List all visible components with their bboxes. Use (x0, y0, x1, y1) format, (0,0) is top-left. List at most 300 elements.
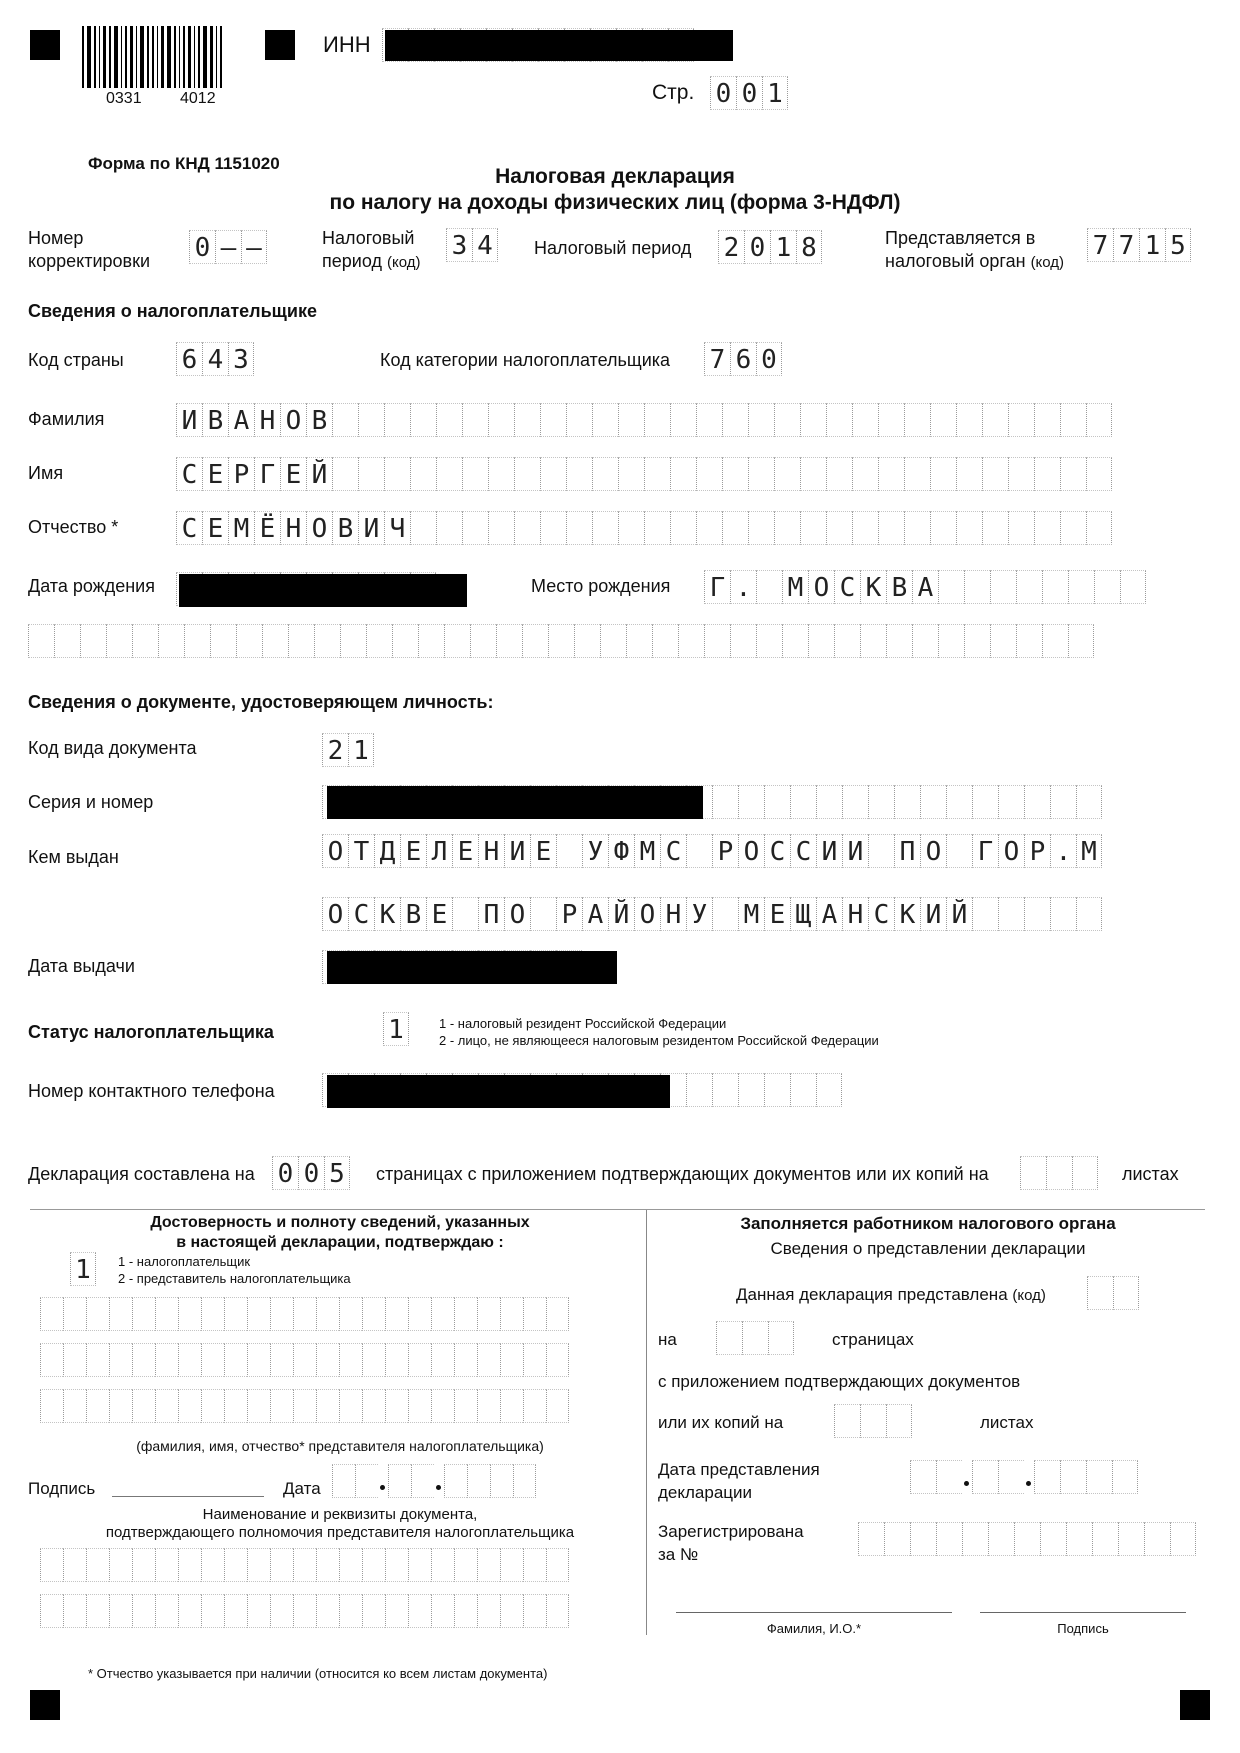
char-cell[interactable]: Н (478, 834, 504, 868)
representative-fio-line-2[interactable] (40, 1343, 569, 1377)
char-cell[interactable] (132, 624, 158, 658)
char-cell[interactable] (748, 457, 774, 491)
char-cell[interactable]: Р (712, 834, 738, 868)
char-cell[interactable] (748, 403, 774, 437)
char-cell[interactable] (868, 834, 894, 868)
char-cell[interactable]: И (358, 511, 384, 545)
char-cell[interactable] (385, 1389, 408, 1423)
char-cell[interactable] (790, 1073, 816, 1107)
char-cell[interactable] (339, 1594, 362, 1628)
char-cell[interactable] (1008, 511, 1034, 545)
char-cell[interactable] (982, 511, 1008, 545)
char-cell[interactable] (454, 1389, 477, 1423)
char-cell[interactable] (288, 624, 314, 658)
authority-sheets-cells[interactable] (834, 1404, 912, 1438)
char-cell[interactable] (523, 1343, 546, 1377)
char-cell[interactable] (201, 1297, 224, 1331)
char-cell[interactable]: О (504, 897, 530, 931)
char-cell[interactable] (982, 403, 1008, 437)
char-cell[interactable]: В (400, 897, 426, 931)
char-cell[interactable] (477, 1389, 500, 1423)
char-cell[interactable] (500, 1548, 523, 1582)
char-cell[interactable] (109, 1297, 132, 1331)
char-cell[interactable] (1042, 624, 1068, 658)
char-cell[interactable] (834, 1404, 860, 1438)
char-cell[interactable] (224, 1297, 247, 1331)
char-cell[interactable] (670, 511, 696, 545)
char-cell[interactable] (566, 511, 592, 545)
country-cells[interactable] (176, 342, 254, 376)
char-cell[interactable]: 0 (272, 1156, 298, 1190)
date-cell[interactable] (444, 1464, 467, 1498)
char-cell[interactable] (431, 1389, 454, 1423)
char-cell[interactable] (339, 1389, 362, 1423)
char-cell[interactable] (293, 1343, 316, 1377)
status-cell[interactable]: 1 (383, 1012, 409, 1046)
char-cell[interactable]: Щ (790, 897, 816, 931)
pages-cells[interactable] (272, 1156, 350, 1190)
char-cell[interactable] (1050, 785, 1076, 819)
char-cell[interactable] (40, 1548, 63, 1582)
char-cell[interactable] (339, 1297, 362, 1331)
char-cell[interactable]: А (582, 897, 608, 931)
char-cell[interactable] (236, 624, 262, 658)
char-cell[interactable] (224, 1594, 247, 1628)
char-cell[interactable] (224, 1343, 247, 1377)
char-cell[interactable] (540, 457, 566, 491)
char-cell[interactable] (540, 511, 566, 545)
char-cell[interactable] (936, 1522, 962, 1556)
char-cell[interactable] (1113, 1276, 1139, 1310)
char-cell[interactable] (270, 1297, 293, 1331)
char-cell[interactable]: О (808, 570, 834, 604)
issuer-cells-line-2[interactable] (322, 897, 1102, 931)
char-cell[interactable] (500, 1343, 523, 1377)
char-cell[interactable] (158, 624, 184, 658)
char-cell[interactable] (477, 1297, 500, 1331)
char-cell[interactable] (201, 1343, 224, 1377)
char-cell[interactable] (878, 403, 904, 437)
char-cell[interactable] (834, 624, 860, 658)
char-cell[interactable] (523, 1297, 546, 1331)
char-cell[interactable] (178, 1389, 201, 1423)
authority-fio-line[interactable] (676, 1612, 952, 1613)
char-cell[interactable] (800, 457, 826, 491)
char-cell[interactable] (1076, 785, 1102, 819)
char-cell[interactable] (1008, 457, 1034, 491)
char-cell[interactable] (1120, 570, 1146, 604)
char-cell[interactable] (1087, 1276, 1113, 1310)
char-cell[interactable] (988, 1522, 1014, 1556)
char-cell[interactable] (1034, 457, 1060, 491)
char-cell[interactable] (86, 1594, 109, 1628)
char-cell[interactable] (358, 457, 384, 491)
char-cell[interactable]: Е (400, 834, 426, 868)
char-cell[interactable]: О (280, 403, 306, 437)
char-cell[interactable] (178, 1594, 201, 1628)
char-cell[interactable] (155, 1548, 178, 1582)
char-cell[interactable]: С (834, 570, 860, 604)
char-cell[interactable] (316, 1594, 339, 1628)
char-cell[interactable] (462, 403, 488, 437)
char-cell[interactable] (63, 1343, 86, 1377)
char-cell[interactable] (109, 1343, 132, 1377)
char-cell[interactable] (40, 1297, 63, 1331)
char-cell[interactable] (790, 785, 816, 819)
char-cell[interactable] (842, 785, 868, 819)
char-cell[interactable]: А (912, 570, 938, 604)
char-cell[interactable] (722, 403, 748, 437)
char-cell[interactable] (366, 624, 392, 658)
char-cell[interactable] (574, 624, 600, 658)
char-cell[interactable] (716, 1321, 742, 1355)
char-cell[interactable] (546, 1548, 569, 1582)
representative-fio-line-3[interactable] (40, 1389, 569, 1423)
char-cell[interactable] (178, 1297, 201, 1331)
char-cell[interactable]: 5 (324, 1156, 350, 1190)
birthplace-cells-line-1[interactable] (704, 570, 1146, 604)
char-cell[interactable] (316, 1297, 339, 1331)
char-cell[interactable] (385, 1343, 408, 1377)
char-cell[interactable]: И (504, 834, 530, 868)
char-cell[interactable]: 0 (189, 230, 215, 264)
char-cell[interactable] (592, 403, 618, 437)
authority-date-cells[interactable] (910, 1460, 1138, 1494)
char-cell[interactable] (1016, 570, 1042, 604)
char-cell[interactable] (293, 1297, 316, 1331)
char-cell[interactable] (184, 624, 210, 658)
char-cell[interactable] (592, 511, 618, 545)
char-cell[interactable]: 1 (348, 733, 374, 767)
correction-cells[interactable] (189, 230, 267, 264)
char-cell[interactable] (884, 1522, 910, 1556)
char-cell[interactable] (293, 1594, 316, 1628)
document-type-cells[interactable] (322, 733, 374, 767)
char-cell[interactable]: Р (228, 457, 254, 491)
char-cell[interactable]: 7 (704, 342, 730, 376)
char-cell[interactable]: Е (452, 834, 478, 868)
char-cell[interactable] (408, 1389, 431, 1423)
char-cell[interactable] (132, 1343, 155, 1377)
char-cell[interactable] (408, 1594, 431, 1628)
char-cell[interactable] (224, 1548, 247, 1582)
char-cell[interactable] (956, 403, 982, 437)
char-cell[interactable]: Е (202, 457, 228, 491)
char-cell[interactable] (385, 1548, 408, 1582)
char-cell[interactable] (155, 1594, 178, 1628)
char-cell[interactable] (332, 403, 358, 437)
char-cell[interactable] (477, 1594, 500, 1628)
char-cell[interactable]: И (176, 403, 202, 437)
char-cell[interactable] (868, 785, 894, 819)
char-cell[interactable]: Е (764, 897, 790, 931)
char-cell[interactable] (86, 1548, 109, 1582)
char-cell[interactable] (1066, 1522, 1092, 1556)
char-cell[interactable] (548, 624, 574, 658)
char-cell[interactable] (262, 624, 288, 658)
category-cells[interactable] (704, 342, 782, 376)
char-cell[interactable] (696, 457, 722, 491)
char-cell[interactable] (1016, 624, 1042, 658)
char-cell[interactable]: 5 (1165, 228, 1191, 262)
char-cell[interactable] (738, 785, 764, 819)
char-cell[interactable] (540, 403, 566, 437)
date-cell[interactable] (1112, 1460, 1138, 1494)
char-cell[interactable]: Н (660, 897, 686, 931)
char-cell[interactable] (201, 1594, 224, 1628)
char-cell[interactable]: А (228, 403, 254, 437)
period-code-cells[interactable] (446, 228, 498, 262)
char-cell[interactable] (998, 785, 1024, 819)
char-cell[interactable] (1060, 403, 1086, 437)
char-cell[interactable]: Й (946, 897, 972, 931)
char-cell[interactable] (410, 511, 436, 545)
char-cell[interactable] (742, 1321, 768, 1355)
char-cell[interactable] (514, 457, 540, 491)
char-cell[interactable] (626, 624, 652, 658)
date-cell[interactable] (1060, 1460, 1086, 1494)
char-cell[interactable] (670, 457, 696, 491)
char-cell[interactable] (886, 1404, 912, 1438)
char-cell[interactable]: М (634, 834, 660, 868)
char-cell[interactable] (500, 1594, 523, 1628)
char-cell[interactable]: С (660, 834, 686, 868)
char-cell[interactable] (644, 457, 670, 491)
char-cell[interactable] (488, 457, 514, 491)
char-cell[interactable]: У (582, 834, 608, 868)
char-cell[interactable]: 0 (710, 76, 736, 110)
char-cell[interactable] (523, 1548, 546, 1582)
char-cell[interactable] (270, 1594, 293, 1628)
char-cell[interactable] (155, 1297, 178, 1331)
char-cell[interactable] (201, 1548, 224, 1582)
char-cell[interactable] (28, 624, 54, 658)
char-cell[interactable] (40, 1343, 63, 1377)
char-cell[interactable] (962, 1522, 988, 1556)
char-cell[interactable]: 7 (1087, 228, 1113, 262)
char-cell[interactable] (477, 1548, 500, 1582)
char-cell[interactable]: Л (426, 834, 452, 868)
char-cell[interactable] (454, 1343, 477, 1377)
char-cell[interactable] (132, 1548, 155, 1582)
patronymic-cells[interactable] (176, 511, 1112, 545)
char-cell[interactable] (1024, 897, 1050, 931)
char-cell[interactable] (63, 1389, 86, 1423)
char-cell[interactable] (247, 1389, 270, 1423)
char-cell[interactable] (362, 1389, 385, 1423)
char-cell[interactable]: О (306, 511, 332, 545)
char-cell[interactable] (358, 403, 384, 437)
char-cell[interactable] (816, 1073, 842, 1107)
char-cell[interactable] (462, 511, 488, 545)
date-cell[interactable] (998, 1460, 1024, 1494)
date-cell[interactable] (490, 1464, 513, 1498)
char-cell[interactable] (500, 1297, 523, 1331)
char-cell[interactable] (1042, 570, 1068, 604)
char-cell[interactable] (1086, 511, 1112, 545)
char-cell[interactable] (384, 457, 410, 491)
char-cell[interactable] (514, 511, 540, 545)
page-number-cells[interactable] (710, 76, 788, 110)
date-cell[interactable] (1034, 1460, 1060, 1494)
char-cell[interactable]: П (894, 834, 920, 868)
authority-reg-cells[interactable] (858, 1522, 1196, 1556)
char-cell[interactable] (756, 570, 782, 604)
char-cell[interactable] (339, 1343, 362, 1377)
char-cell[interactable] (431, 1343, 454, 1377)
char-cell[interactable]: И (920, 897, 946, 931)
char-cell[interactable] (106, 624, 132, 658)
char-cell[interactable] (40, 1389, 63, 1423)
char-cell[interactable]: Е (202, 511, 228, 545)
char-cell[interactable] (566, 457, 592, 491)
char-cell[interactable] (982, 457, 1008, 491)
char-cell[interactable]: Т (348, 834, 374, 868)
representative-fio-line-1[interactable] (40, 1297, 569, 1331)
char-cell[interactable] (678, 624, 704, 658)
char-cell[interactable] (1094, 570, 1120, 604)
char-cell[interactable] (247, 1297, 270, 1331)
char-cell[interactable]: К (860, 570, 886, 604)
char-cell[interactable] (956, 511, 982, 545)
char-cell[interactable]: 0 (298, 1156, 324, 1190)
char-cell[interactable] (964, 624, 990, 658)
signature-line[interactable] (112, 1496, 264, 1497)
char-cell[interactable] (1170, 1522, 1196, 1556)
char-cell[interactable]: 0 (744, 230, 770, 264)
char-cell[interactable]: Е (530, 834, 556, 868)
char-cell[interactable]: 2 (322, 733, 348, 767)
char-cell[interactable] (1144, 1522, 1170, 1556)
char-cell[interactable] (63, 1548, 86, 1582)
char-cell[interactable] (1046, 1156, 1072, 1190)
char-cell[interactable] (1034, 403, 1060, 437)
char-cell[interactable]: 6 (730, 342, 756, 376)
char-cell[interactable] (852, 511, 878, 545)
date-cell[interactable] (513, 1464, 536, 1498)
char-cell[interactable]: 3 (228, 342, 254, 376)
confirm-cell[interactable]: 1 (70, 1252, 96, 1286)
char-cell[interactable]: О (738, 834, 764, 868)
char-cell[interactable] (431, 1297, 454, 1331)
char-cell[interactable] (618, 457, 644, 491)
char-cell[interactable] (930, 403, 956, 437)
representative-doc-line-2[interactable] (40, 1594, 569, 1628)
char-cell[interactable] (764, 1073, 790, 1107)
char-cell[interactable] (385, 1594, 408, 1628)
char-cell[interactable] (858, 1522, 884, 1556)
char-cell[interactable] (730, 624, 756, 658)
char-cell[interactable]: В (332, 511, 358, 545)
char-cell[interactable] (86, 1297, 109, 1331)
char-cell[interactable]: А (816, 897, 842, 931)
char-cell[interactable] (1034, 511, 1060, 545)
char-cell[interactable] (362, 1343, 385, 1377)
date-cell[interactable] (910, 1460, 936, 1494)
char-cell[interactable]: К (894, 897, 920, 931)
char-cell[interactable] (826, 403, 852, 437)
char-cell[interactable] (774, 457, 800, 491)
char-cell[interactable] (782, 624, 808, 658)
char-cell[interactable] (224, 1389, 247, 1423)
char-cell[interactable] (408, 1297, 431, 1331)
char-cell[interactable] (910, 1522, 936, 1556)
char-cell[interactable] (293, 1389, 316, 1423)
char-cell[interactable] (894, 785, 920, 819)
representative-doc-line-1[interactable] (40, 1548, 569, 1582)
char-cell[interactable] (946, 785, 972, 819)
char-cell[interactable] (600, 624, 626, 658)
char-cell[interactable]: И (842, 834, 868, 868)
char-cell[interactable]: 4 (472, 228, 498, 262)
char-cell[interactable]: . (1050, 834, 1076, 868)
char-cell[interactable]: С (868, 897, 894, 931)
char-cell[interactable] (764, 785, 790, 819)
char-cell[interactable]: Ч (384, 511, 410, 545)
period-cells[interactable] (718, 230, 822, 264)
char-cell[interactable] (340, 624, 366, 658)
char-cell[interactable]: 6 (176, 342, 202, 376)
char-cell[interactable] (431, 1548, 454, 1582)
char-cell[interactable] (808, 624, 834, 658)
char-cell[interactable] (912, 624, 938, 658)
char-cell[interactable] (946, 834, 972, 868)
char-cell[interactable] (696, 511, 722, 545)
char-cell[interactable] (712, 1073, 738, 1107)
char-cell[interactable] (247, 1548, 270, 1582)
char-cell[interactable] (477, 1343, 500, 1377)
char-cell[interactable] (1092, 1522, 1118, 1556)
char-cell[interactable] (418, 624, 444, 658)
char-cell[interactable] (1050, 897, 1076, 931)
char-cell[interactable]: Р (1024, 834, 1050, 868)
char-cell[interactable]: В (886, 570, 912, 604)
char-cell[interactable] (293, 1548, 316, 1582)
char-cell[interactable] (40, 1594, 63, 1628)
char-cell[interactable] (452, 897, 478, 931)
char-cell[interactable] (496, 624, 522, 658)
char-cell[interactable]: О (322, 834, 348, 868)
char-cell[interactable] (431, 1594, 454, 1628)
char-cell[interactable] (410, 457, 436, 491)
char-cell[interactable]: Г (254, 457, 280, 491)
date-cell[interactable] (936, 1460, 962, 1494)
char-cell[interactable] (556, 834, 582, 868)
char-cell[interactable]: Н (254, 403, 280, 437)
char-cell[interactable]: . (730, 570, 756, 604)
char-cell[interactable]: С (176, 457, 202, 491)
char-cell[interactable] (1072, 1156, 1098, 1190)
char-cell[interactable] (1008, 403, 1034, 437)
char-cell[interactable]: М (738, 897, 764, 931)
char-cell[interactable] (436, 457, 462, 491)
char-cell[interactable] (500, 1389, 523, 1423)
char-cell[interactable] (178, 1548, 201, 1582)
char-cell[interactable] (722, 457, 748, 491)
char-cell[interactable]: Г (972, 834, 998, 868)
char-cell[interactable]: 1 (1139, 228, 1165, 262)
char-cell[interactable] (530, 897, 556, 931)
date-cell[interactable] (1086, 1460, 1112, 1494)
char-cell[interactable]: 7 (1113, 228, 1139, 262)
char-cell[interactable] (178, 1343, 201, 1377)
char-cell[interactable]: С (790, 834, 816, 868)
char-cell[interactable] (756, 624, 782, 658)
char-cell[interactable]: С (348, 897, 374, 931)
char-cell[interactable] (80, 624, 106, 658)
char-cell[interactable] (201, 1389, 224, 1423)
char-cell[interactable] (522, 624, 548, 658)
